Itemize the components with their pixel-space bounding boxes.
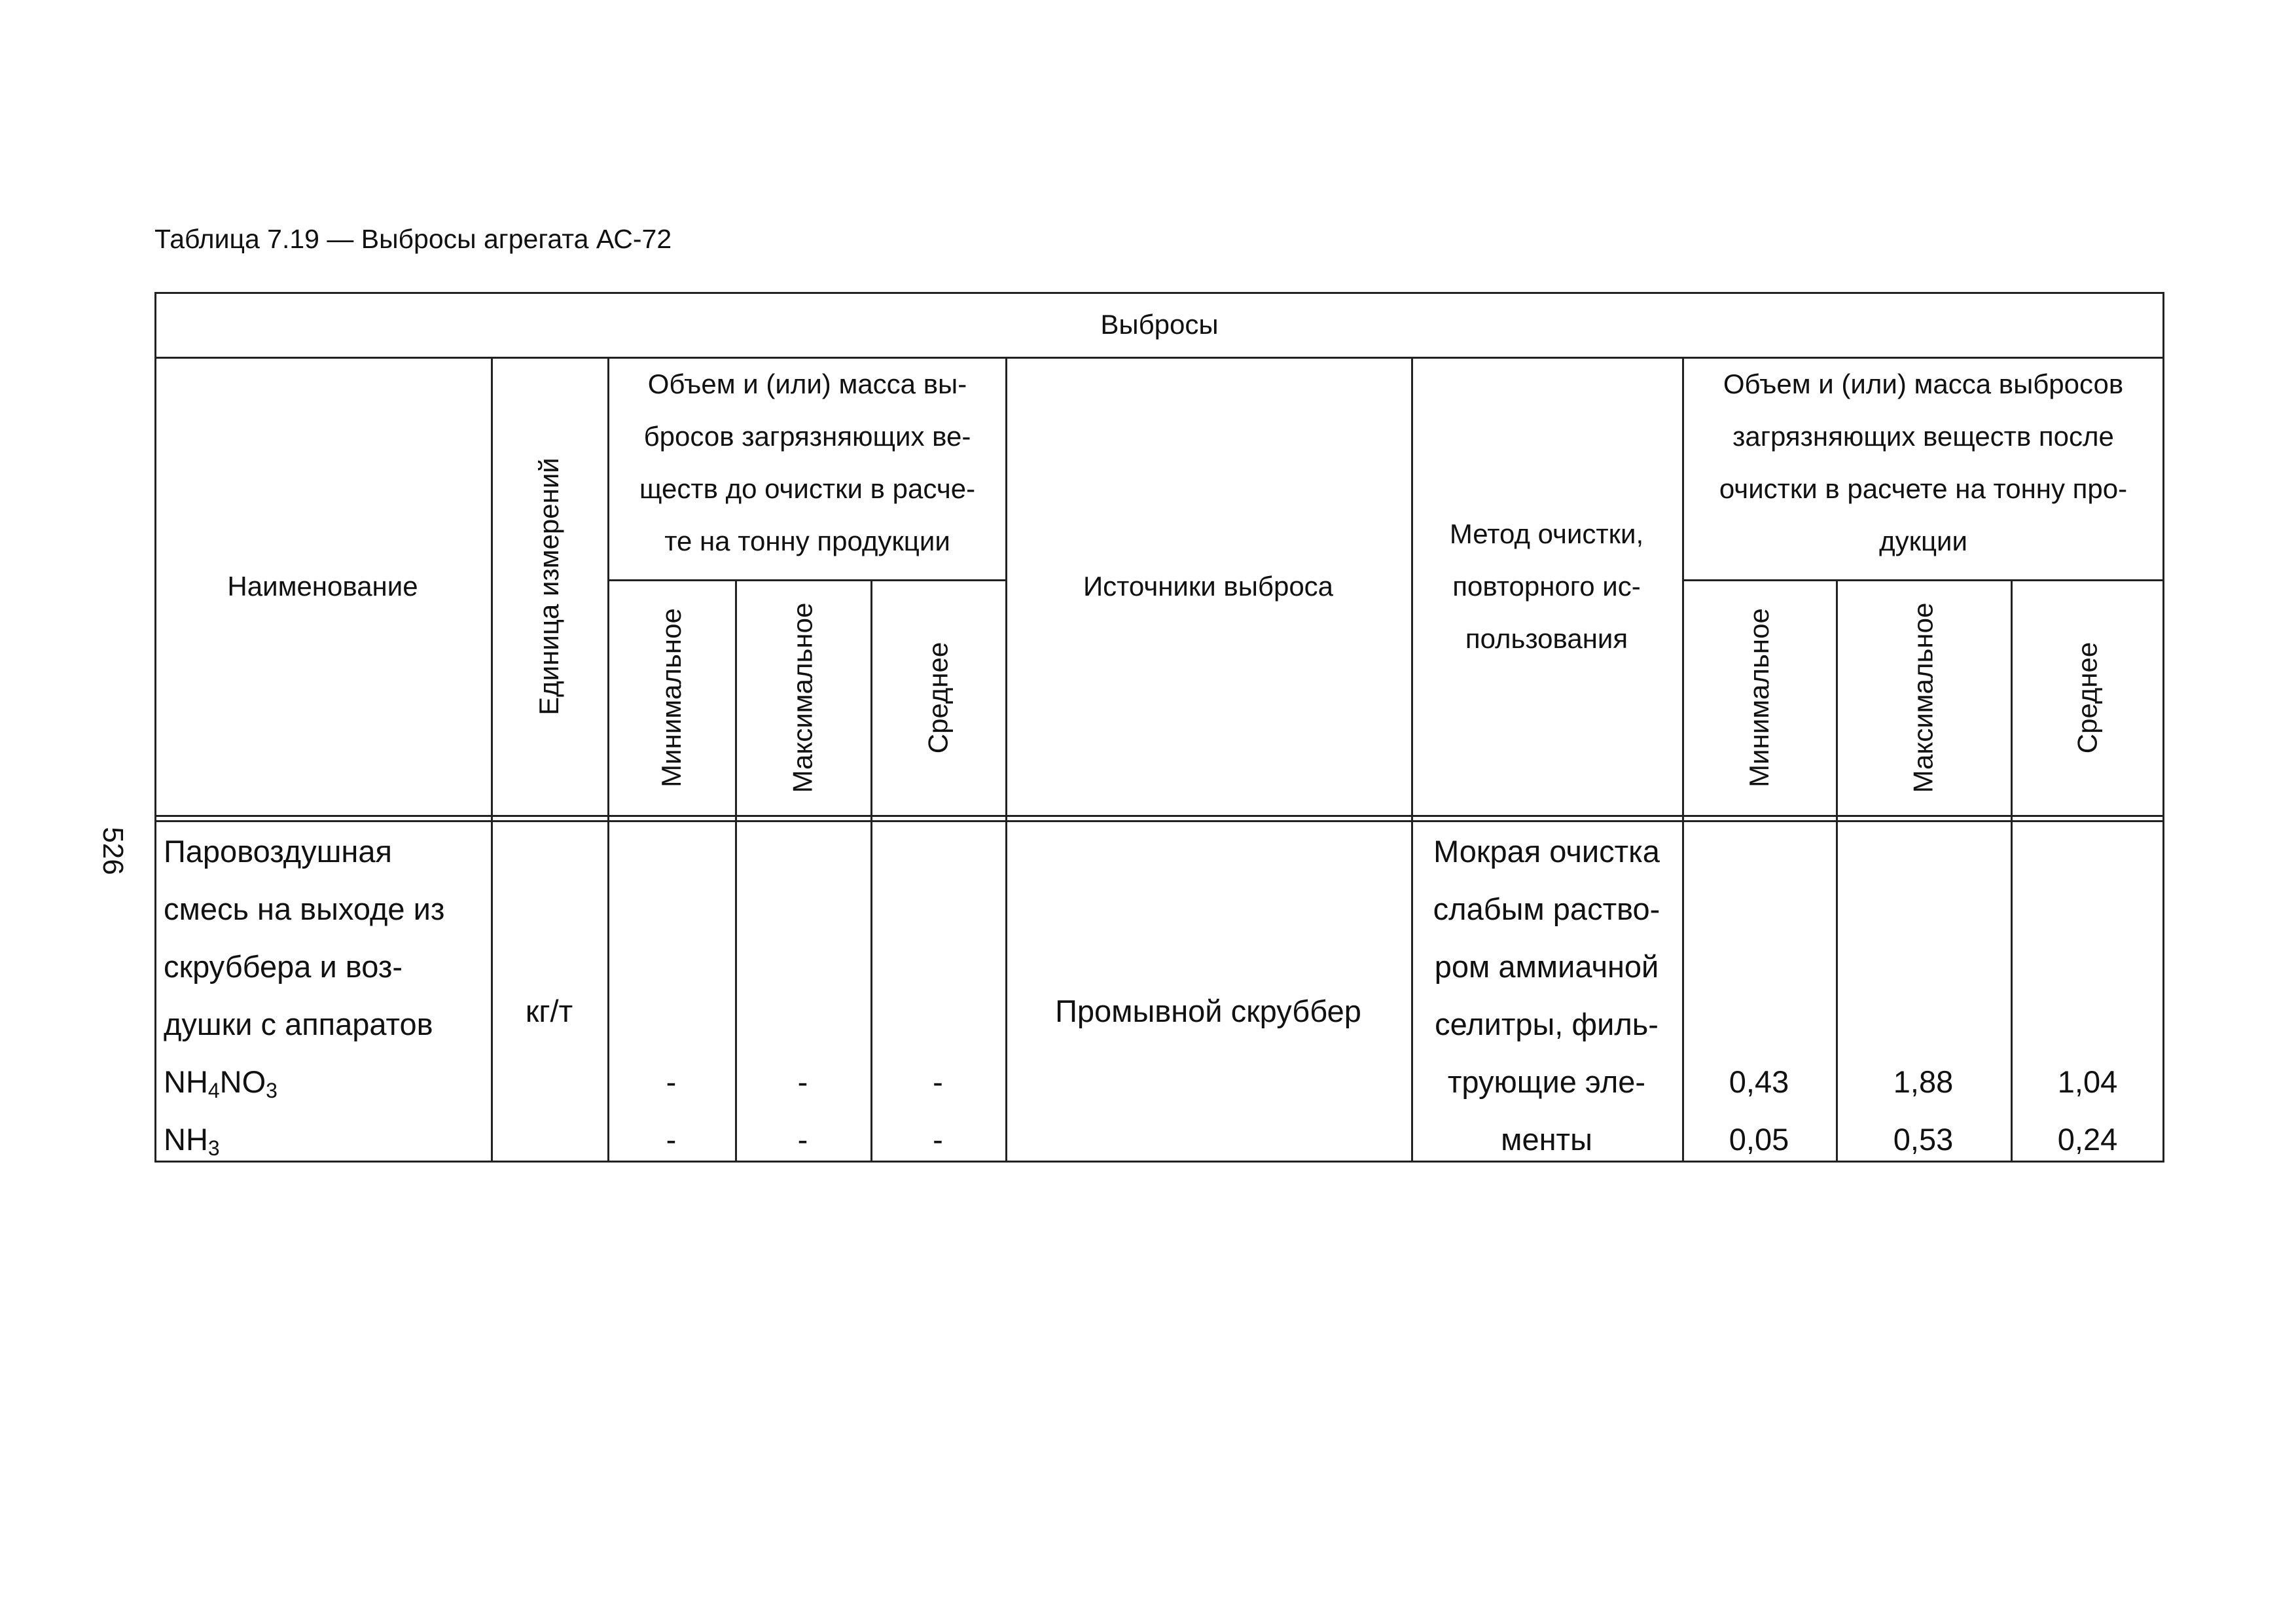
value-after-min: 0,05 [1729,1122,1789,1157]
header-before-line: бросов загрязняющих ве- [643,421,971,452]
header-before-title [607,357,1007,579]
header-before-line: те на тонну продукции [664,526,950,556]
value-after-avg: 0,24 [2057,1122,2118,1157]
row-source: Промывной скруббер [1055,994,1361,1028]
value-before-avg: - [933,1064,943,1099]
table-caption: Таблица 7.19 — Выбросы агрегата АС-72 [154,224,672,254]
header-before-min-text: Минимальное [655,608,687,787]
header-after-avg [2011,579,2164,816]
row-method-line: селитры, филь- [1435,1007,1659,1041]
row-name-line: смесь на выходе из [164,892,445,926]
value-after-min: 0,43 [1729,1064,1789,1099]
value-before-max: - [797,1064,808,1099]
row-name-line: Паровоздушная [164,834,392,869]
header-method-line: повторного ис- [1452,571,1641,602]
header-bottom-line-2 [154,820,2164,822]
header-after-line: загрязняющих веществ после [1732,421,2114,452]
header-before-avg-text: Среднее [922,641,953,754]
header-after-max-text: Максимальное [1907,602,1939,793]
value-before-max: - [797,1122,808,1157]
substance-name-nh4no3 [164,1053,278,1111]
value-before-avg: - [933,1122,943,1157]
header-method [1411,357,1682,816]
emissions-table [154,292,2164,1163]
header-method-line: пользования [1465,623,1628,654]
value-before-min: - [666,1064,677,1099]
header-method-line: Метод очистки, [1449,518,1644,549]
value-before-min: - [666,1122,677,1157]
header-after-title [1682,357,2164,579]
value-after-avg: 1,04 [2057,1064,2118,1099]
header-before-max-text: Максимальное [787,602,818,793]
substance-formula-part: NO [219,1064,266,1099]
header-unit-text: Единица измерений [533,458,565,715]
header-after-line: очистки в расчете на тонну про- [1719,473,2128,504]
header-after-min [1682,579,1836,816]
substance-formula-part: NH [164,1064,208,1099]
header-after-avg-text: Среднее [2072,641,2103,754]
header-after-max [1836,579,2011,816]
substance-name-nh3 [164,1111,220,1168]
header-source [1005,357,1411,816]
page-number-text: 526 [97,827,129,875]
substance-formula-part: NH [164,1122,208,1157]
row-method-line: Мокрая очистка [1433,834,1660,869]
header-before-line: ществ до очистки в расче- [639,473,976,504]
header-after-line: Объем и (или) масса выбросов [1723,369,2124,399]
header-after-min-text: Минимальное [1743,608,1774,787]
row-method-line: менты [1501,1122,1592,1157]
header-before-min [607,579,735,816]
value-after-max: 0,53 [1893,1122,1954,1157]
row-name-line: скруббера и воз- [164,949,403,984]
row-method-line: ром аммиачной [1434,949,1659,984]
substance-formula-subscript: 4 [207,1078,220,1102]
header-name-text: Наименование [227,571,418,602]
substance-formula-subscript: 3 [266,1078,278,1102]
header-unit [491,357,607,816]
header-source-text: Источники выброса [1083,571,1334,602]
header-group-title [154,292,2164,357]
substance-formula-subscript: 3 [207,1136,220,1160]
header-before-max [735,579,870,816]
header-before-line: Объем и (или) масса вы- [647,369,967,399]
row-method-line: слабым раство- [1433,892,1660,926]
row-unit: кг/т [525,994,573,1028]
header-group-title-text: Выбросы [1100,308,1219,340]
header-name [154,357,491,816]
row-method-line: трующие эле- [1447,1064,1646,1099]
header-before-avg [870,579,1005,816]
header-after-line: дукции [1879,526,1967,556]
row-name-line: душки с аппаратов [164,1007,433,1041]
value-after-max: 1,88 [1893,1064,1954,1099]
